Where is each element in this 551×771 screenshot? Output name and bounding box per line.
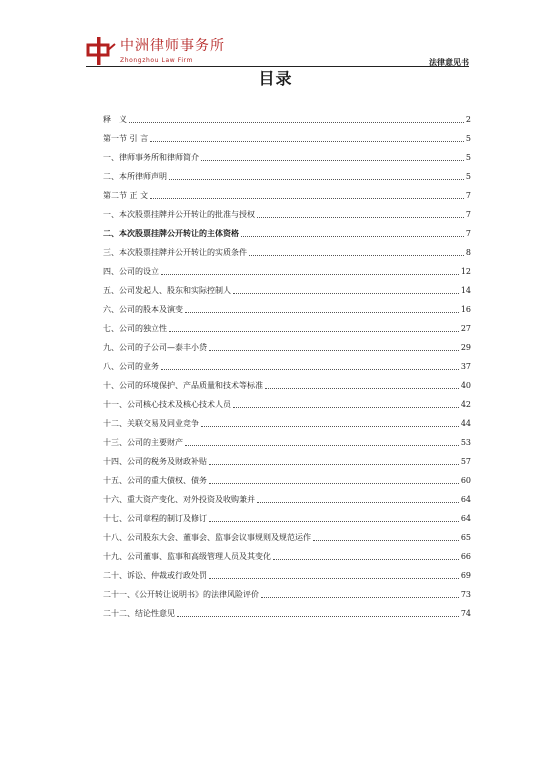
toc-entry-label: 十九、公司董事、监事和高级管理人员及其变化: [103, 552, 271, 561]
toc-entry[interactable]: [103, 334, 471, 353]
toc-leader-dots: [233, 293, 459, 294]
toc-entry-label: 十八、公司股东大会、董事会、监事会议事规则及规范运作: [103, 533, 311, 542]
toc-entry-label: 二十、诉讼、仲裁或行政处罚: [103, 571, 207, 580]
toc-entry[interactable]: [103, 296, 471, 315]
toc-entry-page: 73: [460, 590, 471, 599]
toc-leader-dots: [169, 331, 459, 332]
toc-entry-label: 五、公司发起人、股东和实际控制人: [103, 286, 231, 295]
toc-leader-dots: [241, 236, 464, 237]
toc-entry-label: 第二节 正 文: [103, 191, 149, 200]
toc-leader-dots: [209, 350, 459, 351]
toc-entry[interactable]: [103, 524, 471, 543]
toc-entry[interactable]: [103, 372, 471, 391]
toc-leader-dots: [185, 445, 459, 446]
toc-entry-page: 27: [460, 324, 471, 333]
toc-entry-label: 第一节 引 言: [103, 134, 149, 143]
document-type-label: 法律意见书: [429, 58, 469, 67]
toc-entry-label: 二、本次股票挂牌公开转让的主体资格: [103, 229, 239, 238]
toc-entry[interactable]: [103, 486, 471, 505]
toc-entry-label: 十三、公司的主要财产: [103, 438, 183, 447]
firm-name-cn: 中洲律师事务所: [120, 38, 225, 54]
toc-entry-page: 12: [460, 267, 471, 276]
toc-entry-page: 7: [465, 191, 471, 200]
toc-entry[interactable]: [103, 391, 471, 410]
toc-leader-dots: [249, 255, 464, 256]
toc-entry-page: 5: [465, 134, 471, 143]
toc-leader-dots: [265, 388, 459, 389]
toc-entry[interactable]: [103, 258, 471, 277]
toc-entry-page: 64: [460, 495, 471, 504]
toc-leader-dots: [201, 160, 464, 161]
toc-entry-label: 十一、公司核心技术及核心技术人员: [103, 400, 231, 409]
toc-leader-dots: [150, 198, 464, 199]
toc-entry[interactable]: [103, 239, 471, 258]
toc-entry-label: 六、公司的股本及演变: [103, 305, 183, 314]
toc-leader-dots: [129, 122, 464, 123]
toc-entry[interactable]: [103, 144, 471, 163]
toc-entry[interactable]: [103, 315, 471, 334]
firm-logo-icon: [86, 36, 116, 66]
toc-entry[interactable]: [103, 581, 471, 600]
toc-entry-label: 二十一、《公开转让说明书》的法律风险评价: [103, 590, 259, 599]
firm-name-en: Zhongzhou Law Firm: [120, 57, 194, 64]
toc-entry-label: 十五、公司的重大债权、债务: [103, 476, 207, 485]
toc-entry-label: 一、本次股票挂牌并公开转让的批准与授权: [103, 210, 255, 219]
toc-entry-label: 十六、重大资产变化、对外投资及收购兼并: [103, 495, 255, 504]
toc-entry-label: 一、律师事务所和律师简介: [103, 153, 199, 162]
toc-entry-page: 7: [465, 229, 471, 238]
toc-entry[interactable]: [103, 429, 471, 448]
toc-leader-dots: [201, 426, 459, 427]
toc-entry[interactable]: [103, 448, 471, 467]
toc-entry[interactable]: [103, 410, 471, 429]
firm-logo: [86, 36, 225, 66]
toc-entry[interactable]: [103, 106, 471, 125]
toc-entry-page: 60: [460, 476, 471, 485]
toc-leader-dots: [209, 464, 459, 465]
toc-leader-dots: [233, 407, 459, 408]
toc-entry[interactable]: [103, 201, 471, 220]
toc-entry-label: 七、公司的独立性: [103, 324, 167, 333]
table-of-contents: [103, 106, 471, 619]
toc-entry-page: 5: [465, 153, 471, 162]
toc-leader-dots: [257, 217, 464, 218]
toc-leader-dots: [257, 502, 459, 503]
toc-entry-page: 64: [460, 514, 471, 523]
toc-entry-page: 69: [460, 571, 471, 580]
toc-entry-label: 四、公司的设立: [103, 267, 159, 276]
toc-entry-page: 40: [460, 381, 471, 390]
toc-title: 目录: [258, 69, 293, 88]
toc-entry-label: 二十二、结论性意见: [103, 609, 175, 618]
toc-entry-page: 5: [465, 172, 471, 181]
toc-entry-page: 7: [465, 210, 471, 219]
toc-leader-dots: [313, 540, 459, 541]
toc-entry-page: 74: [460, 609, 471, 618]
toc-entry-label: 十七、公司章程的制订及修订: [103, 514, 207, 523]
toc-entry[interactable]: [103, 220, 471, 239]
toc-entry[interactable]: [103, 353, 471, 372]
toc-entry-page: 29: [460, 343, 471, 352]
toc-leader-dots: [209, 483, 459, 484]
toc-entry-page: 53: [460, 438, 471, 447]
toc-entry-page: 42: [460, 400, 471, 409]
toc-entry-page: 65: [460, 533, 471, 542]
toc-entry[interactable]: [103, 543, 471, 562]
toc-entry-page: 14: [460, 286, 471, 295]
toc-entry-label: 二、本所律师声明: [103, 172, 167, 181]
toc-entry-label: 三、本次股票挂牌并公开转让的实质条件: [103, 248, 247, 257]
toc-entry-label: 十四、公司的税务及财政补贴: [103, 457, 207, 466]
toc-entry-label: 九、公司的子公司—泰丰小贷: [103, 343, 207, 352]
toc-leader-dots: [185, 312, 459, 313]
toc-entry-label: 十二、关联交易及同业竞争: [103, 419, 199, 428]
toc-entry-page: 37: [460, 362, 471, 371]
toc-entry[interactable]: [103, 125, 471, 144]
toc-leader-dots: [209, 578, 459, 579]
toc-entry[interactable]: [103, 505, 471, 524]
toc-entry[interactable]: [103, 467, 471, 486]
toc-leader-dots: [169, 179, 464, 180]
toc-leader-dots: [209, 521, 459, 522]
toc-entry[interactable]: [103, 562, 471, 581]
toc-entry-label: 八、公司的业务: [103, 362, 159, 371]
toc-entry-page: 66: [460, 552, 471, 561]
toc-entry[interactable]: [103, 277, 471, 296]
toc-entry-label: 释 义: [103, 115, 127, 124]
toc-leader-dots: [273, 559, 459, 560]
toc-entry[interactable]: [103, 182, 471, 201]
toc-leader-dots: [161, 369, 459, 370]
toc-entry[interactable]: [103, 163, 471, 182]
toc-leader-dots: [177, 616, 459, 617]
toc-entry-page: 16: [460, 305, 471, 314]
toc-entry[interactable]: [103, 600, 471, 619]
toc-entry-page: 8: [465, 248, 471, 257]
toc-entry-page: 57: [460, 457, 471, 466]
toc-leader-dots: [261, 597, 459, 598]
toc-entry-page: 2: [465, 115, 471, 124]
toc-leader-dots: [161, 274, 459, 275]
toc-leader-dots: [150, 141, 464, 142]
toc-entry-page: 44: [460, 419, 471, 428]
toc-entry-label: 十、公司的环境保护、产品质量和技术等标准: [103, 381, 263, 390]
